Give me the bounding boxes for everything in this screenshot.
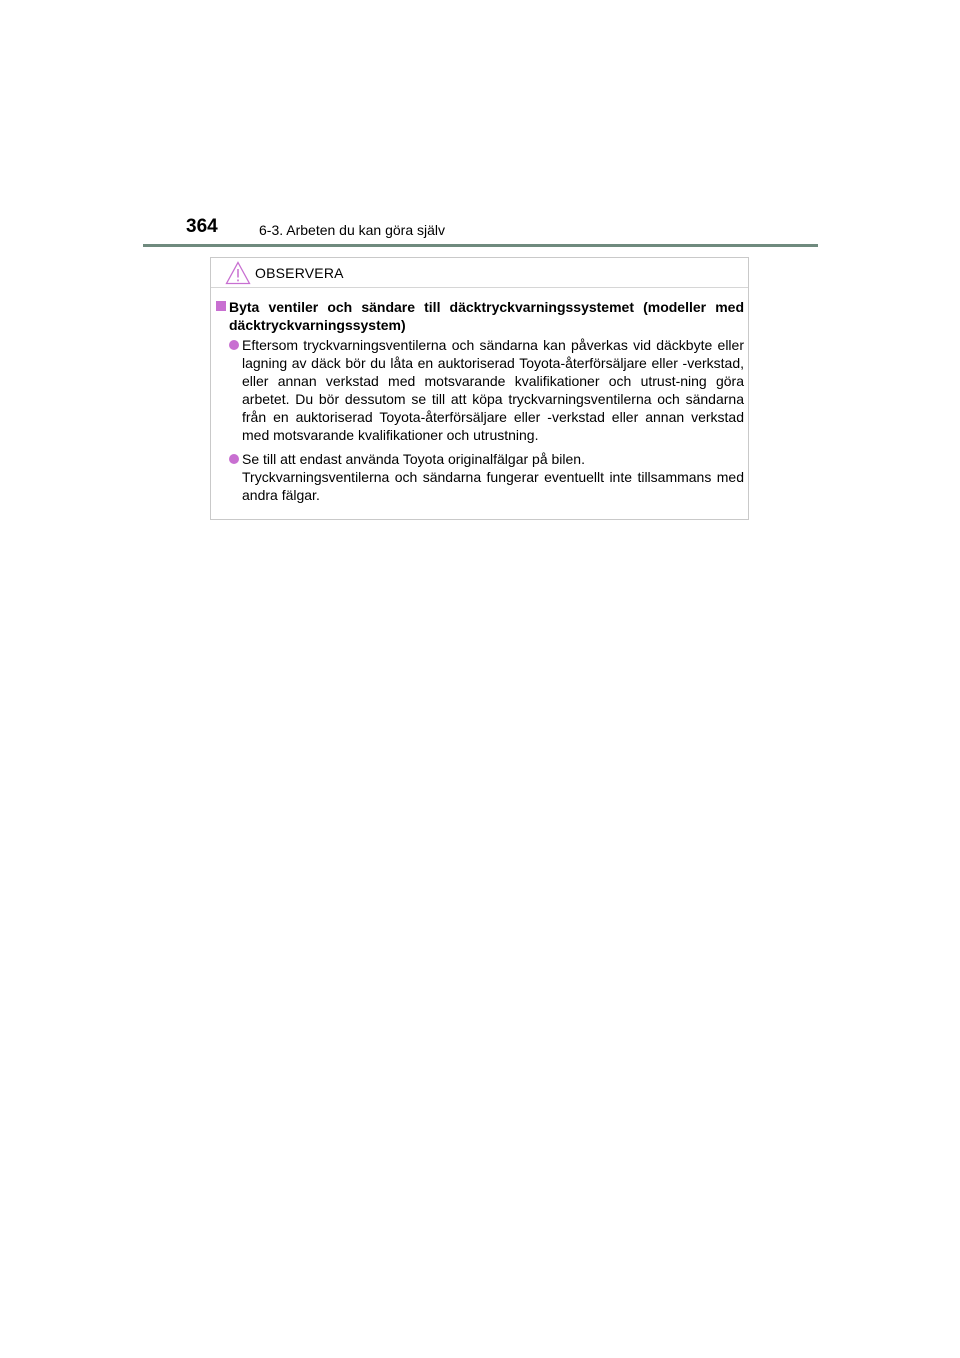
notice-body xyxy=(216,298,744,504)
section-title: 6-3. Arbeten du kan göra själv xyxy=(259,222,446,238)
notice-header xyxy=(211,258,748,288)
circle-bullet-icon xyxy=(229,454,239,464)
page-number: 364 xyxy=(186,216,218,237)
notice-box xyxy=(210,257,749,520)
list-item xyxy=(229,336,744,444)
list-item-text: Eftersom tryckvarningsventilerna och sändarna kan påverkas vid däckbyte eller lagning av däck bör du låta en auktoriserad Toyota-återförsäljare eller -verkstad, eller annan verkstad med motsvarande kvalifikationer och utrust-ning göra arbetet. Du bör dessutom se till att köpa tryckvarningsventilerna och sändarna från en auktoriserad Toyota-återförsäljare eller -verkstad eller annan verkstad med motsvarande kvalifikationer och utrustning. xyxy=(242,337,744,443)
list-item-text-continued: Tryckvarningsventilerna och sändarna fungerar eventuellt inte tillsammans med andra fälgar. xyxy=(242,469,744,503)
notice-heading xyxy=(216,298,744,334)
square-bullet-icon xyxy=(216,301,226,311)
list-item-text: Se till att endast använda Toyota originalfälgar på bilen. xyxy=(242,451,585,467)
notice-heading-text: Byta ventiler och sändare till däcktryckvarningssystemet (modeller med däcktryckvarningssystem) xyxy=(229,299,744,333)
list-item xyxy=(229,450,744,504)
warning-triangle-icon xyxy=(225,261,251,285)
notice-label: OBSERVERA xyxy=(255,265,344,281)
header-rule xyxy=(143,244,818,247)
circle-bullet-icon xyxy=(229,340,239,350)
